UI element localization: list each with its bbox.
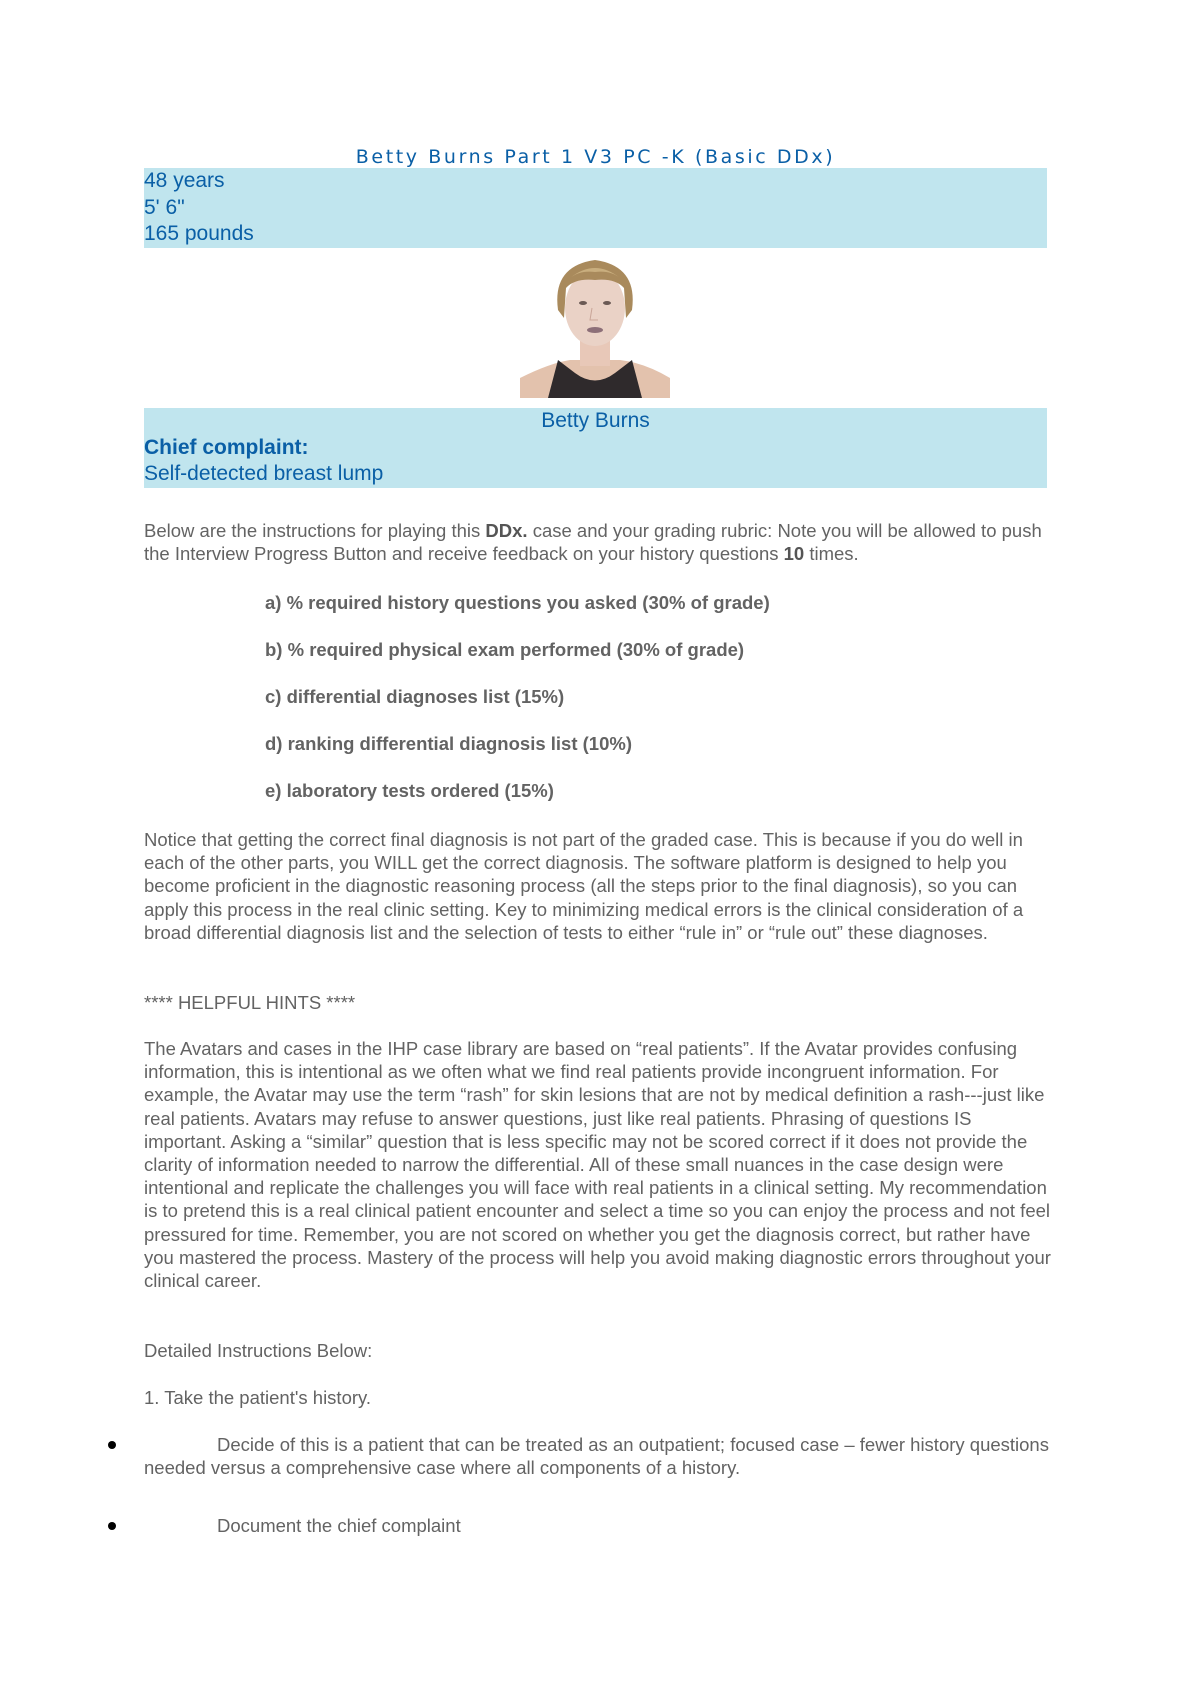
intro-text-2: case and your grading rubric: Note you will be allowed to push the Interview Progress Button and receive feedback on your history questions [144,520,1042,565]
rubric-item: e) laboratory tests ordered (15%) [265,780,554,801]
chief-complaint-value: Self-detected breast lump [144,462,384,485]
patient-stats-box [144,168,1047,248]
detailed-instructions-heading: Detailed Instructions Below: [144,1340,373,1361]
bullet-icon [108,1522,116,1530]
rubric-item: c) differential diagnoses list (15%) [265,686,565,707]
bullet-text: Decide of this is a patient that can be treated as an outpatient; focused case – fewer history questions needed versus a comprehensive case where all components of a history. [144,1434,1049,1479]
bullet-icon [108,1441,116,1449]
patient-age: 48 years [144,169,225,192]
bullet-text: Document the chief complaint [217,1515,461,1536]
hints-paragraph: The Avatars and cases in the IHP case library are based on “real patients”. If the Avatar provides confusing information, this is intentional as we often what we find real patients provide incongruent information. For example, the Avatar may use the term “rash” for skin lesions that are not by medical definition a rash---just like real patients. Avatars may refuse to answer questions, just like real patients. Phrasing of questions IS important. Asking a “similar” question that is less specific may not be scored correct if it does not provide the clarity of information needed to narrow the differential. All of these small nuances in the case design were intentional and replicate the challenges you will face with real patients in a clinical setting. My recommendation is to pretend this is a real clinical patient encounter and select a time so you can enjoy the process and not feel pressured for time. Remember, you are not scored on whether you get the diagnosis correct, but rather have you mastered the process. Mastery of the process will help you avoid making diagnostic errors throughout your clinical career. [144,1038,1051,1292]
helpful-hints-heading: **** HELPFUL HINTS **** [144,992,356,1013]
chief-complaint-label: Chief complaint: [144,435,309,459]
rubric-item: b) % required physical exam performed (30% of grade) [265,639,745,660]
bullet-item [144,1514,1054,1537]
intro-bold-ddx: DDx. [485,520,528,541]
intro-text-1: Below are the instructions for playing this [144,520,486,541]
intro-bold-count: 10 [783,543,805,565]
patient-summary-box [144,408,1047,488]
patient-avatar-image [520,248,670,398]
step-1-heading: 1. Take the patient's history. [144,1387,372,1408]
bullet-item [144,1433,1054,1479]
rubric-item: a) % required history questions you asked (30% of grade) [265,592,770,613]
patient-height: 5' 6" [144,195,185,219]
patient-name: Betty Burns [541,409,650,432]
notice-paragraph: Notice that getting the correct final diagnosis is not part of the graded case. This is because if you do well in each of the other parts, you WILL get the correct diagnosis. The software platform is designed to help you become proficient in the diagnostic reasoning process (all the steps prior to the final diagnosis), so you can apply this process in the real clinic setting. Key to minimizing medical errors is the clinical consideration of a broad differential diagnosis list and the selection of tests to either “rule in” or “rule out” these diagnoses. [144,829,1024,943]
intro-text-3: times. [804,543,859,565]
rubric-item: d) ranking differential diagnosis list (10%) [265,733,632,754]
document-title: Betty Burns Part 1 V3 PC -K (Basic DDx) [355,146,836,168]
patient-weight: 165 pounds [144,222,254,245]
intro-paragraph [144,519,1054,565]
